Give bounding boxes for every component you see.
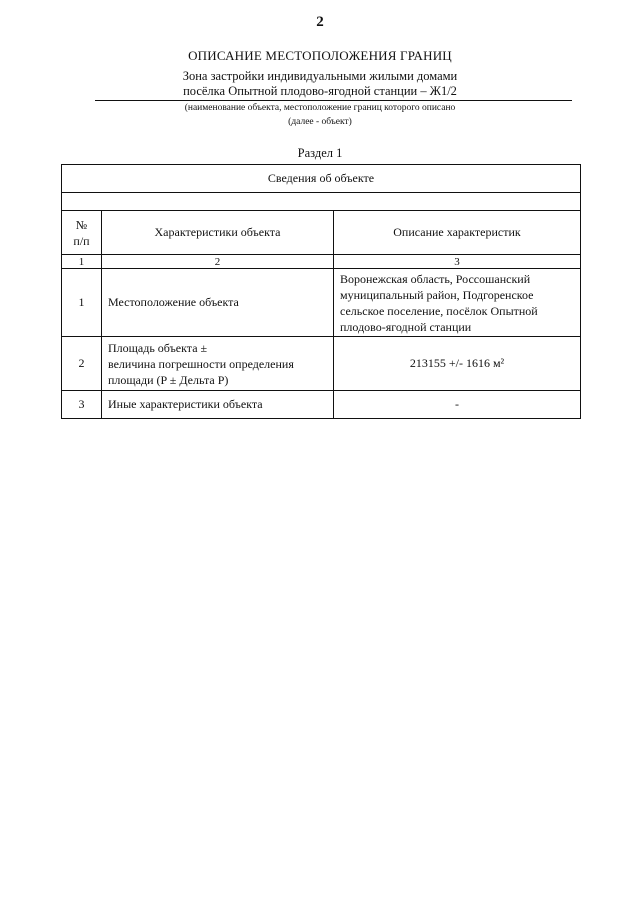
document-title: ОПИСАНИЕ МЕСТОПОЛОЖЕНИЯ ГРАНИЦ xyxy=(188,48,452,63)
row-description: Воронежская область, Россошанский муниципальный район, Подгоренское сельское поселение, посёлок Опытной плодово-ягодной станции xyxy=(334,269,581,337)
table-row xyxy=(62,337,581,391)
row-characteristic: Местоположение объекта xyxy=(102,269,334,337)
object-name-underline xyxy=(95,100,572,101)
section-title: Раздел 1 xyxy=(297,146,343,160)
object-info-table xyxy=(61,164,581,419)
table-spacer-row xyxy=(62,193,581,211)
header-num: № п/п xyxy=(62,211,102,255)
row-description: - xyxy=(334,391,581,419)
table-row xyxy=(62,391,581,419)
header-description: Описание характеристик xyxy=(334,211,581,255)
object-note-line-2: (далее - объект) xyxy=(288,117,352,127)
row-num: 3 xyxy=(62,391,102,419)
table-caption: Сведения об объекте xyxy=(62,165,581,193)
column-number-2: 2 xyxy=(102,255,334,269)
table-spacer-cell xyxy=(62,193,581,211)
column-number-1: 1 xyxy=(62,255,102,269)
row-characteristic: Иные характеристики объекта xyxy=(102,391,334,419)
row-characteristic: Площадь объекта ± величина погрешности определения площади (P ± Дельта P) xyxy=(102,337,334,391)
column-number-3: 3 xyxy=(334,255,581,269)
object-name-line-1: Зона застройки индивидуальными жилыми домами xyxy=(182,69,458,83)
column-number-row xyxy=(62,255,581,269)
row-num: 2 xyxy=(62,337,102,391)
object-name-line-2: посёлка Опытной плодово-ягодной станции – Ж1/2 xyxy=(183,84,457,98)
row-description: 213155 +/- 1616 м² xyxy=(334,337,581,391)
table-row xyxy=(62,269,581,337)
page-number: 2 xyxy=(316,14,324,30)
table-header-row xyxy=(62,211,581,255)
row-num: 1 xyxy=(62,269,102,337)
object-note-line-1: (наименование объекта, местоположение границ которого описано xyxy=(184,103,456,113)
header-characteristic: Характеристики объекта xyxy=(102,211,334,255)
table-caption-row xyxy=(62,165,581,193)
